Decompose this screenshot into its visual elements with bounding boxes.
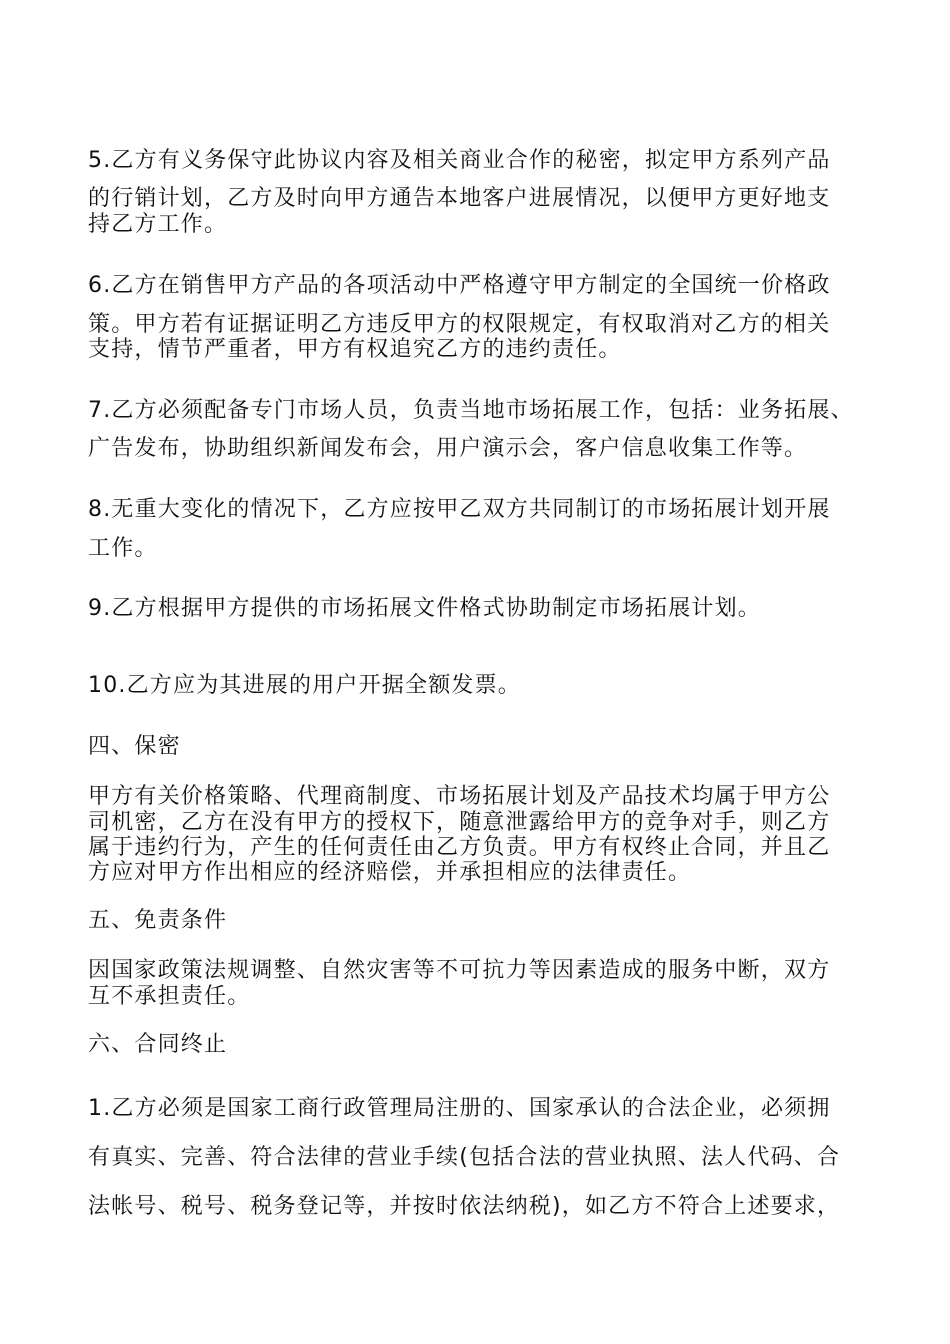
text-line: 因国家政策法规调整、自然灾害等不可抗力等因素造成的服务中断，双方 [88, 958, 831, 983]
text-line: 7.乙方必须配备专门市场人员，负责当地市场拓展工作，包括：业务拓展、 [88, 398, 854, 423]
text-line: 持乙方工作。 [88, 212, 228, 237]
text-line: 9.乙方根据甲方提供的市场拓展文件格式协助制定市场拓展计划。 [88, 596, 761, 621]
text-line: 策。甲方若有证据证明乙方违反甲方的权限规定，有权取消对乙方的相关 [88, 312, 831, 337]
text-line: 互不承担责任。 [88, 984, 251, 1009]
text-line: 1.乙方必须是国家工商行政管理局注册的、国家承认的合法企业，必须拥 [88, 1096, 831, 1121]
text-line: 支持，情节严重者，甲方有权追究乙方的违约责任。 [88, 337, 622, 362]
section-heading: 六、合同终止 [88, 1032, 228, 1057]
text-line: 广告发布，协助组织新闻发布会，用户演示会，客户信息收集工作等。 [88, 436, 808, 461]
text-line: 8.无重大变化的情况下，乙方应按甲乙双方共同制订的市场拓展计划开展 [88, 497, 831, 522]
section-heading: 五、免责条件 [88, 908, 228, 933]
text-line: 方应对甲方作出相应的经济赔偿，并承担相应的法律责任。 [88, 860, 692, 885]
text-line: 法帐号、税号、税务登记等，并按时依法纳税)，如乙方不符合上述要求， [88, 1194, 841, 1219]
text-line: 属于违约行为，产生的任何责任由乙方负责。甲方有权终止合同，并且乙 [88, 835, 831, 860]
text-line: 的行销计划，乙方及时向甲方通告本地客户进展情况，以便甲方更好地支 [88, 186, 831, 211]
section-heading: 四、保密 [88, 734, 181, 759]
text-line: 司机密，乙方在没有甲方的授权下，随意泄露给甲方的竞争对手，则乙方 [88, 810, 831, 835]
text-line: 有真实、完善、符合法律的营业手续(包括合法的营业执照、法人代码、合 [88, 1145, 841, 1170]
text-line: 6.乙方在销售甲方产品的各项活动中严格遵守甲方制定的全国统一价格政 [88, 273, 831, 298]
text-line: 工作。 [88, 536, 158, 561]
text-line: 10.乙方应为其进展的用户开据全额发票。 [88, 673, 521, 698]
text-line: 甲方有关价格策略、代理商制度、市场拓展计划及产品技术均属于甲方公 [88, 784, 831, 809]
text-line: 5.乙方有义务保守此协议内容及相关商业合作的秘密，拟定甲方系列产品 [88, 148, 831, 173]
